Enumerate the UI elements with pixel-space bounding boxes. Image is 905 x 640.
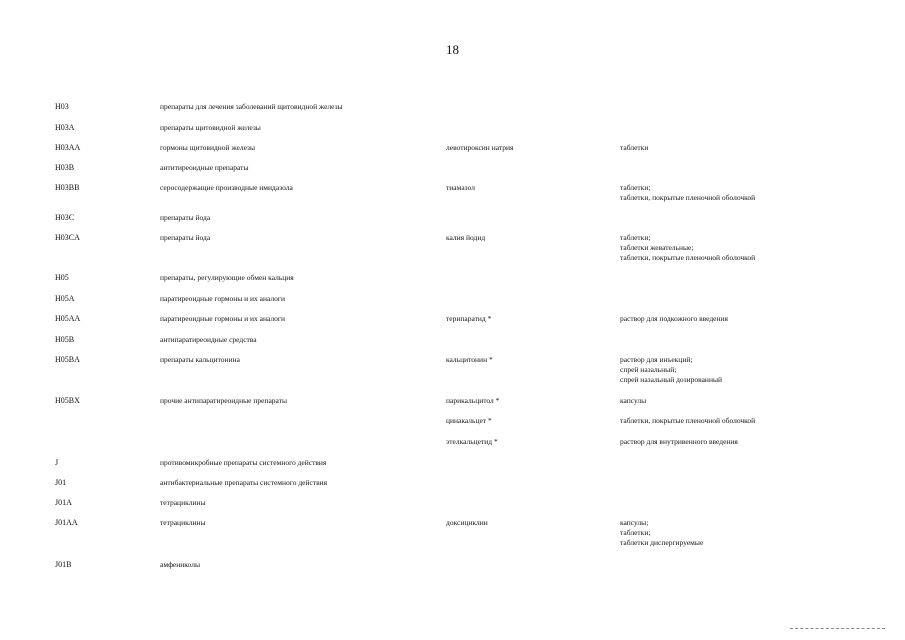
group-name: антитиреоидные препараты	[160, 163, 249, 172]
atc-code: H05A	[55, 294, 75, 303]
group-name: препараты щитовидной железы	[160, 123, 261, 132]
atc-code: J01A	[55, 498, 72, 507]
drug-name: парикальцитол *	[446, 396, 500, 405]
dosage-form: таблетки	[620, 143, 649, 152]
atc-code: H03CA	[55, 233, 80, 242]
atc-code: H05BA	[55, 355, 80, 364]
atc-code: H03C	[55, 213, 75, 222]
atc-code: H03AA	[55, 143, 81, 152]
group-name: препараты йода	[160, 233, 211, 242]
dosage-form: капсулы	[620, 396, 647, 405]
group-name: гормоны щитовидной железы	[160, 143, 256, 152]
group-name: препараты кальцитонина	[160, 355, 240, 364]
atc-code: J01B	[55, 560, 72, 569]
group-name: антибактериальные препараты системного действия	[160, 478, 328, 487]
atc-code: H05B	[55, 335, 75, 344]
group-name: паратиреоидные гормоны и их аналоги	[160, 314, 285, 323]
dosage-form: таблетки, покрытые пленочной оболочкой	[620, 416, 756, 425]
drug-name: терипаратид *	[446, 314, 492, 323]
atc-code: J01	[55, 478, 67, 487]
drug-name: кальцитонин *	[446, 355, 493, 364]
group-name: препараты йода	[160, 213, 211, 222]
atc-code: H03B	[55, 163, 75, 172]
group-name: тетрациклины	[160, 498, 206, 507]
drug-name: левотироксин натрия	[446, 143, 514, 152]
dosage-form: таблетки; таблетки жевательные; таблетки, покрытые пленочной оболочкой	[620, 233, 756, 262]
group-name: паратиреоидные гормоны и их аналоги	[160, 294, 285, 303]
dosage-form: раствор для внутривенного введения	[620, 437, 738, 446]
drug-name: калия йодид	[446, 233, 486, 242]
group-name: прочие антипаратиреоидные препараты	[160, 396, 288, 405]
group-name: антипаратиреоидные средства	[160, 335, 257, 344]
atc-code: H05	[55, 273, 69, 282]
atc-code: J01AA	[55, 518, 78, 527]
drug-name: этелкальцетид *	[446, 437, 498, 446]
drug-name: тиамазол	[446, 183, 475, 192]
page-number: 18	[446, 42, 459, 57]
group-name: препараты для лечения заболеваний щитовидной железы	[160, 102, 343, 111]
dosage-form: раствор для подкожного введения	[620, 314, 728, 323]
group-name: амфениколы	[160, 560, 200, 569]
dosage-form: капсулы; таблетки; таблетки диспергируемые	[620, 518, 704, 547]
atc-code: H03BB	[55, 183, 80, 192]
atc-code: J	[55, 458, 59, 467]
group-name: тетрациклины	[160, 518, 206, 527]
group-name: препараты, регулирующие обмен кальция	[160, 273, 294, 282]
dosage-form: раствор для инъекций; спрей назальный; спрей назальный дозированный	[620, 355, 723, 384]
drug-name: доксициклин	[446, 518, 488, 527]
drug-name: цинакальцет *	[446, 416, 492, 425]
group-name: серосодержащие производные имидазола	[160, 183, 293, 192]
atc-code: H05AA	[55, 314, 81, 323]
atc-code: H03	[55, 102, 69, 111]
dosage-form: таблетки; таблетки, покрытые пленочной оболочкой	[620, 183, 756, 202]
atc-code: H05BX	[55, 396, 80, 405]
atc-code: H03A	[55, 123, 75, 132]
group-name: противомикробные препараты системного действия	[160, 458, 327, 467]
footer-divider	[790, 628, 885, 629]
